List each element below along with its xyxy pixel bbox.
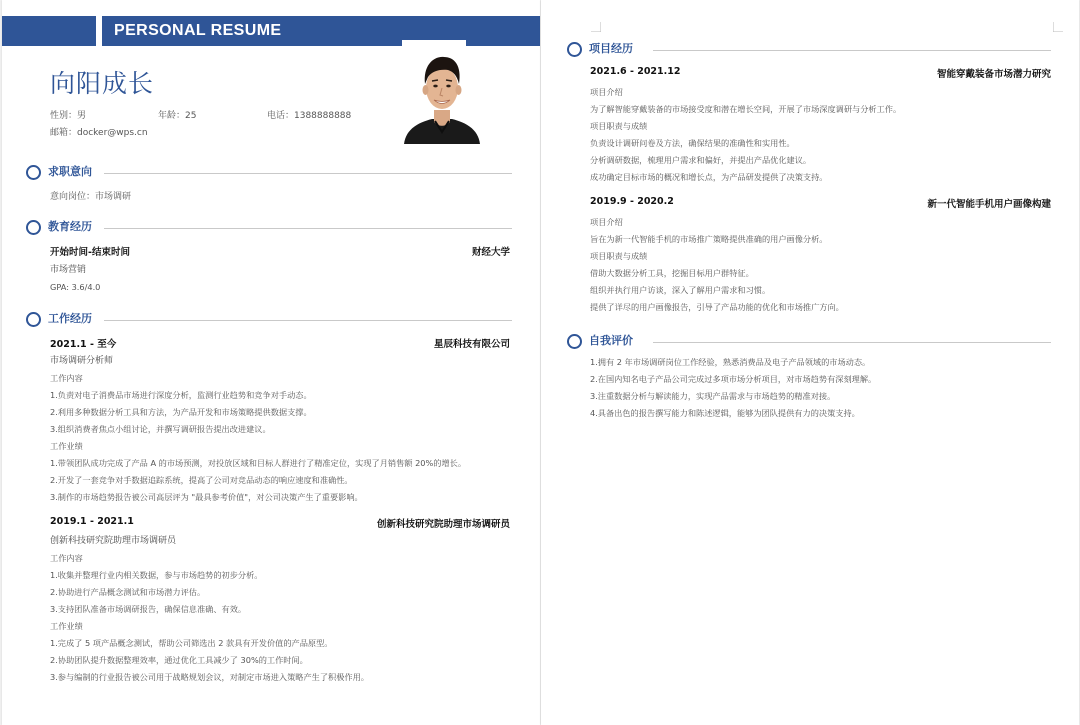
self-eval-item: 2.在国内知名电子产品公司完成过多项市场分析项目，对市场趋势有深刻理解。: [590, 374, 877, 384]
section-marker-icon: [567, 42, 582, 57]
job-result-item: 1.带领团队成功完成了产品 A 的市场预测，对投放区域和目标人群进行了精准定位，实现了月销售额 20%的增长。: [50, 458, 467, 468]
section-rule: [104, 228, 512, 229]
project-name: 智能穿戴装备市场潜力研究: [936, 69, 1051, 80]
section-marker-icon: [567, 334, 582, 349]
education-major: 市场营销: [50, 265, 87, 275]
resume-page-right: [541, 0, 1079, 725]
project-duty-item: 提供了详尽的用户画像报告，引导了产品功能的优化和市场推广方向。: [590, 302, 844, 312]
section-work: [26, 310, 512, 328]
job-results-label: 工作业绩: [50, 441, 83, 451]
section-marker-icon: [26, 165, 41, 180]
section-rule: [653, 342, 1051, 343]
job-company: 创新科技研究院助理市场调研员: [376, 519, 510, 530]
job-company: 星辰科技有限公司: [433, 339, 510, 350]
project-period: 2019.9 - 2020.2: [590, 196, 674, 207]
self-eval-item: 3.注重数据分析与解读能力，实现产品需求与市场趋势的精准对接。: [590, 391, 836, 401]
job-content-label: 工作内容: [50, 553, 83, 563]
section-projects: [567, 40, 1051, 58]
section-marker-icon: [26, 312, 41, 327]
section-education: [26, 218, 512, 236]
project-name: 新一代智能手机用户画像构建: [927, 199, 1051, 210]
project-duty-label: 项目职责与成绩: [590, 121, 648, 131]
self-eval-item: 4.具备出色的报告撰写能力和陈述逻辑，能够为团队提供有力的决策支持。: [590, 408, 860, 418]
job-result-item: 1.完成了 5 项产品概念测试，帮助公司筛选出 2 款具有开发价值的产品原型。: [50, 638, 333, 648]
school-name: 财经大学: [471, 247, 510, 258]
job-result-item: 3.制作的市场趋势报告被公司高层评为 "最具参考价值"，对公司决策产生了重要影响。: [50, 492, 363, 502]
project-duty-item: 组织并执行用户访谈，深入了解用户需求和习惯。: [590, 285, 771, 295]
section-job-intent: [26, 163, 512, 181]
gender-field: 性别：男: [50, 111, 87, 121]
phone-field: 电话：1388888888: [267, 111, 352, 121]
job-role: 创新科技研究院助理市场调研员: [50, 536, 177, 546]
section-rule: [104, 320, 512, 321]
job-period: 2019.1 - 2021.1: [50, 516, 134, 527]
project-intro-label: 项目介绍: [590, 87, 623, 97]
section-rule: [104, 173, 512, 174]
profile-photo: [402, 48, 482, 144]
self-eval-item: 1.拥有 2 年市场调研岗位工作经验，熟悉消费品及电子产品领域的市场动态。: [590, 357, 871, 367]
job-results-label: 工作业绩: [50, 621, 83, 631]
section-title: 自我评价: [589, 334, 633, 347]
section-title: 项目经历: [589, 42, 633, 55]
project-duty-item: 分析调研数据，梳理用户需求和偏好，并提出产品优化建议。: [590, 155, 812, 165]
section-marker-icon: [26, 220, 41, 235]
page-corner-mark: [591, 22, 601, 32]
job-content-item: 3.支持团队准备市场调研报告，确保信息准确、有效。: [50, 604, 247, 614]
job-period: 2021.1 - 至今: [50, 339, 117, 350]
header-band-left: [2, 16, 96, 46]
header-band: [102, 16, 540, 46]
education-period: 开始时间-结束时间: [50, 247, 130, 258]
project-intro-label: 项目介绍: [590, 217, 623, 227]
project-duty-item: 成功确定目标市场的概况和增长点，为产品研发提供了决策支持。: [590, 172, 828, 182]
age-field: 年龄：25: [158, 111, 197, 121]
intended-position: 意向岗位：市场调研: [50, 192, 132, 202]
education-gpa: GPA: 3.6/4.0: [50, 282, 101, 292]
job-content-item: 1.收集并整理行业内相关数据，参与市场趋势的初步分析。: [50, 570, 263, 580]
job-content-item: 2.利用多种数据分析工具和方法，为产品开发和市场策略提供数据支撑。: [50, 407, 312, 417]
page-corner-mark: [1053, 22, 1063, 32]
section-rule: [653, 50, 1051, 51]
job-content-item: 3.组织消费者焦点小组讨论，并撰写调研报告提出改进建议。: [50, 424, 271, 434]
project-period: 2021.6 - 2021.12: [590, 66, 681, 77]
project-intro: 旨在为新一代智能手机的市场推广策略提供准确的用户画像分析。: [590, 234, 828, 244]
project-duty-label: 项目职责与成绩: [590, 251, 648, 261]
section-title: 教育经历: [48, 220, 92, 233]
candidate-name: 向阳成长: [50, 69, 155, 98]
job-content-label: 工作内容: [50, 373, 83, 383]
section-self-evaluation: [567, 332, 1051, 350]
photo-tab: [402, 40, 466, 48]
job-result-item: 2.开发了一套竞争对手数据追踪系统，提高了公司对竞品动态的响应速度和准确性。: [50, 475, 353, 485]
project-intro: 为了解智能穿戴装备的市场接受度和潜在增长空间，开展了市场深度调研与分析工作。: [590, 104, 902, 114]
email-field: 邮箱：docker@wps.cn: [50, 128, 148, 138]
section-title: 求职意向: [48, 165, 92, 178]
resume-title: PERSONAL RESUME: [114, 22, 282, 39]
project-duty-item: 借助大数据分析工具，挖掘目标用户群特征。: [590, 268, 754, 278]
section-title: 工作经历: [48, 312, 92, 325]
job-result-item: 3.参与编制的行业报告被公司用于战略规划会议，对制定市场进入策略产生了积极作用。: [50, 672, 369, 682]
job-role: 市场调研分析师: [50, 356, 114, 366]
job-content-item: 2.协助进行产品概念测试和市场潜力评估。: [50, 587, 206, 597]
job-result-item: 2.协助团队提升数据整理效率，通过优化工具减少了 30%的工作时间。: [50, 655, 308, 665]
project-duty-item: 负责设计调研问卷及方法，确保结果的准确性和实用性。: [590, 138, 795, 148]
resume-page-left: [2, 0, 540, 725]
job-content-item: 1.负责对电子消费品市场进行深度分析，监测行业趋势和竞争对手动态。: [50, 390, 312, 400]
